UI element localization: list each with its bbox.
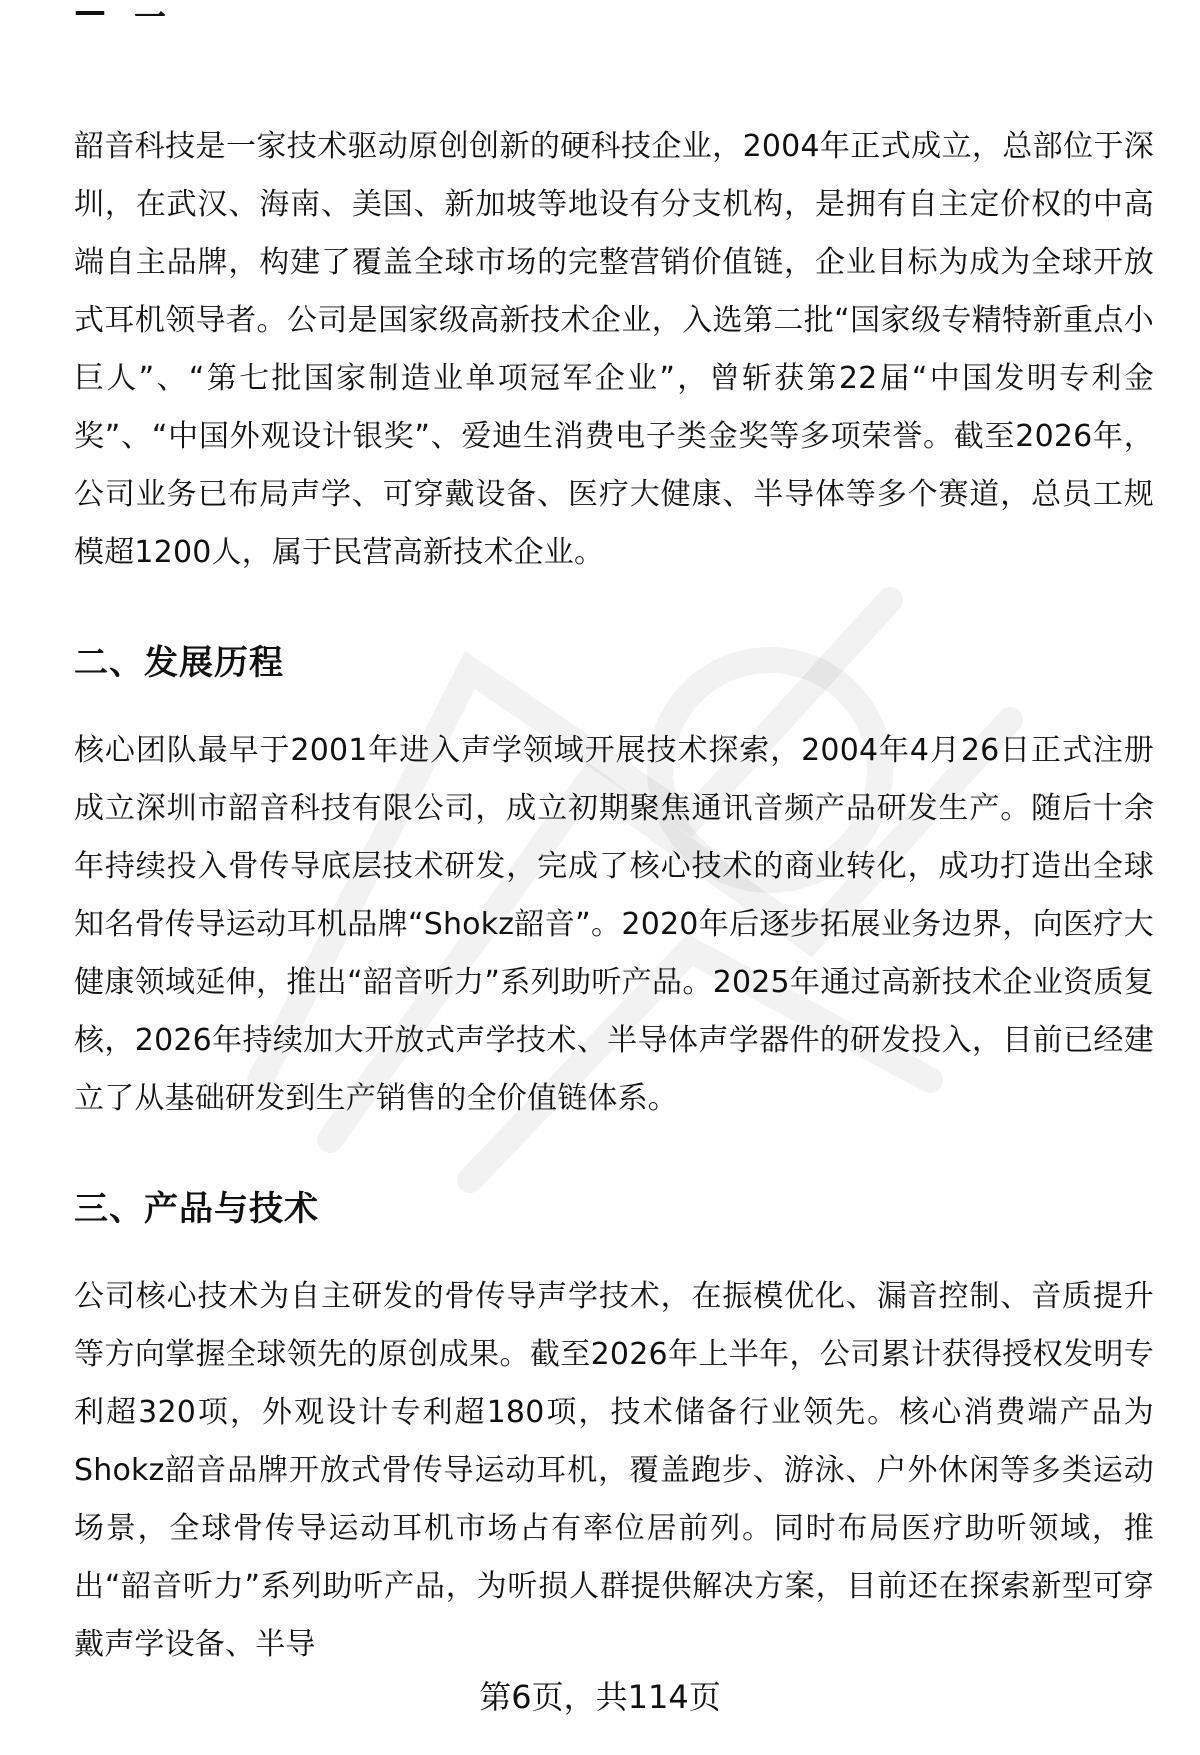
document-body — [74, 118, 1154, 1674]
company-overview-paragraph: 韶音科技是一家技术驱动原创创新的硬科技企业，2004年正式成立，总部位于深圳，在武汉、海南、美国、新加坡等地设有分支机构，是拥有自主定价权的中高端自主品牌，构建了覆盖全球市场的完整营销价值链，企业目标为成为全球开放式耳机领导者。公司是国家级高新技术企业，入选第二批“国家级专精特新重点小巨人”、“第七批国家制造业单项冠军企业”，曾斩获第22届“中国发明专利金奖”、“中国外观设计银奖”、爱迪生消费电子类金奖等多项荣誉。截至2026年，公司业务已布局声学、可穿戴设备、医疗大健康、半导体等多个赛道，总员工规模超1200人，属于民营高新技术企业。 — [74, 129, 1154, 570]
history-paragraph: 核心团队最早于2001年进入声学领域开展技术探索，2004年4月26日正式注册成立深圳市韶音科技有限公司，成立初期聚焦通讯音频产品研发生产。随后十余年持续投入骨传导底层技术研发，完成了核心技术的商业转化，成功打造出全球知名骨传导运动耳机品牌“Shokz韶音”。2020年后逐步拓展业务边界，向医疗大健康领域延伸，推出“韶音听力”系列助听产品。2025年通过高新技术企业资质复核，2026年持续加大开放式声学技术、半导体声学器件的研发投入，目前已经建立了从基础研发到生产销售的全价值链体系。 — [74, 733, 1154, 1116]
page-number-footer: 第6页，共114页 — [479, 1678, 721, 1716]
section-heading-products: 三、产品与技术 — [74, 1189, 319, 1229]
cropped-heading-fragment: — 一 — [74, 0, 167, 22]
products-paragraph: 公司核心技术为自主研发的骨传导声学技术，在振模优化、漏音控制、音质提升等方向掌握全球领先的原创成果。截至2026年上半年，公司累计获得授权发明专利超320项，外观设计专利超180项，技术储备行业领先。核心消费端产品为Shokz韶音品牌开放式骨传导运动耳机，覆盖跑步、游泳、户外休闲等多类运动场景，全球骨传导运动耳机市场占有率位居前列。同时布局医疗助听领域，推出“韶音听力”系列助听产品，为听损人群提供解决方案，目前还在探索新型可穿戴声学设备、半导 — [74, 1279, 1154, 1662]
section-heading-history: 二、发展历程 — [74, 643, 284, 683]
